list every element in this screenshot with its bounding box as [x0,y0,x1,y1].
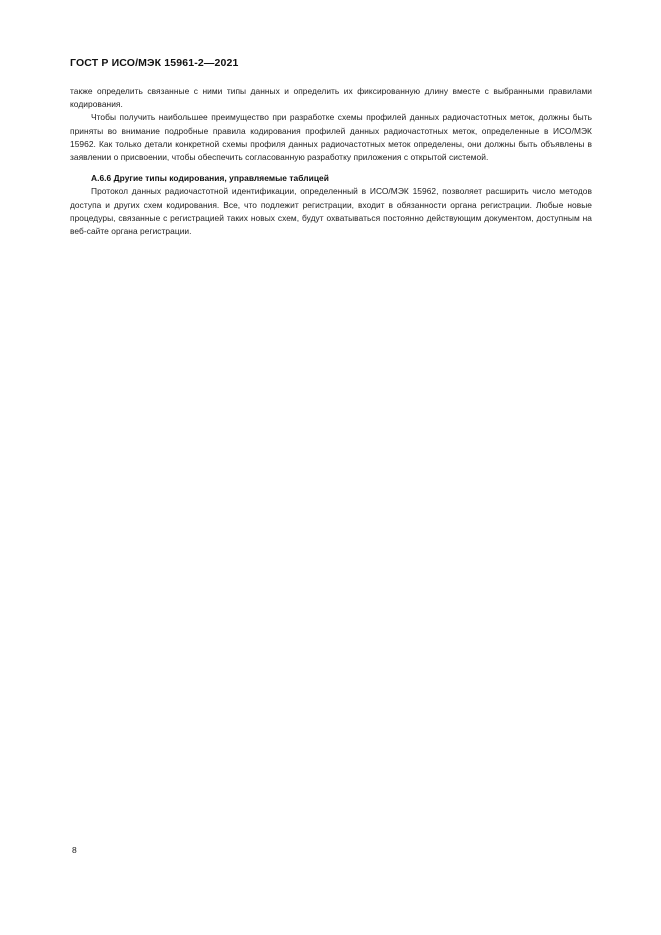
body-paragraph: также определить связанные с ними типы данных и определить их фиксированную длину вместе с выбранными правилами кодирования. [70,86,592,110]
page-header: ГОСТ Р ИСО/МЭК 15961-2—2021 [70,57,239,69]
section-subheading: А.6.6 Другие типы кодирования, управляемые таблицей [91,173,329,184]
document-body [70,85,592,238]
body-paragraph: Чтобы получить наибольшее преимущество при разработке схемы профилей данных радиочастотных меток, должны быть приняты во внимание подробные правила кодирования профилей данных радиочастотных меток, определенные в ИСО/МЭК 15962. Как только детали конкретной схемы профиля данных радиочастотных меток определены, они должны быть объявлены в заявлении о присвоении, чтобы обеспечить согласованную разработку приложения с открытой системой. [70,112,592,163]
page-number: 8 [72,845,77,855]
body-paragraph: Протокол данных радиочастотной идентификации, определенный в ИСО/МЭК 15962, позволяет расширить число методов доступа и других схем кодирования. Все, что подлежит регистрации, входит в обязанности органа регистрации. Любые новые процедуры, связанные с регистрацией таких новых схем, будут охватываться постоянно действующим документом, доступным на веб-сайте органа регистрации. [70,186,592,237]
